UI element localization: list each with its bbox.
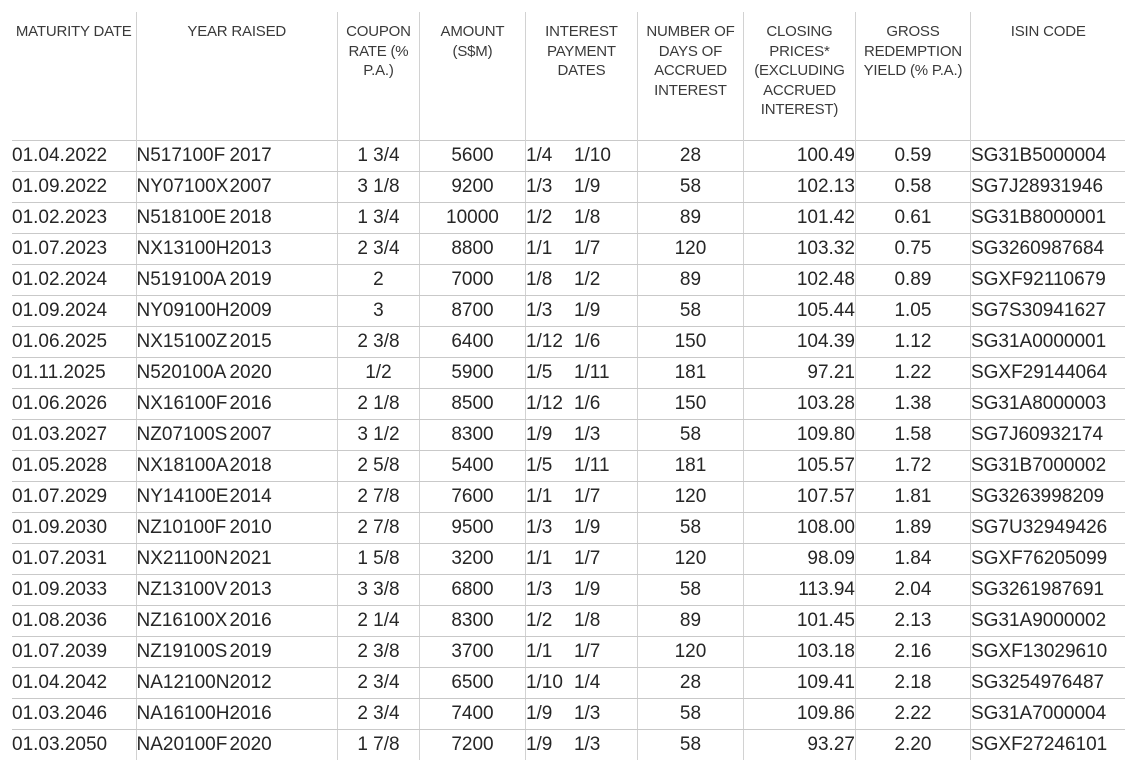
year-raised-cell: 2016 — [229, 606, 337, 637]
table-row — [12, 172, 1125, 203]
isin-code-cell: SG3260987684 — [970, 234, 1125, 265]
amount-cell: 9200 — [419, 172, 525, 203]
interest-payment-dates-cell — [525, 575, 637, 606]
maturity-date-cell: 01.08.2036 — [12, 606, 136, 637]
payment-date-second: 1/6 — [573, 393, 601, 414]
closing-price-cell: 105.44 — [743, 296, 855, 327]
amount-cell: 8500 — [419, 389, 525, 420]
amount-cell: 6400 — [419, 327, 525, 358]
maturity-date-cell: 01.02.2023 — [12, 203, 136, 234]
closing-price-cell: 109.86 — [743, 699, 855, 730]
payment-date-first: 1/2 — [525, 207, 553, 228]
isin-code-cell: SG7J60932174 — [970, 420, 1125, 451]
coupon-rate-cell: 2 1/8 — [337, 389, 419, 420]
payment-date-second: 1/4 — [573, 672, 601, 693]
bond-code-cell: NX21100N — [136, 544, 229, 575]
interest-payment-dates-cell — [525, 389, 637, 420]
payment-date-first: 1/1 — [525, 641, 553, 662]
payment-date-first: 1/10 — [525, 672, 563, 693]
gross-yield-cell: 2.16 — [855, 637, 970, 668]
amount-cell: 3200 — [419, 544, 525, 575]
accrued-days-cell: 150 — [637, 327, 743, 358]
gross-yield-cell: 1.05 — [855, 296, 970, 327]
amount-cell: 9500 — [419, 513, 525, 544]
table-row — [12, 637, 1125, 668]
payment-date-second: 1/9 — [573, 517, 601, 538]
accrued-days-cell: 58 — [637, 296, 743, 327]
maturity-date-cell: 01.07.2023 — [12, 234, 136, 265]
maturity-date-cell: 01.04.2022 — [12, 141, 136, 172]
amount-cell: 8700 — [419, 296, 525, 327]
payment-date-first: 1/4 — [525, 145, 553, 166]
header-isin-code: ISIN CODE — [1010, 23, 1086, 40]
closing-price-cell: 93.27 — [743, 730, 855, 760]
coupon-rate-cell: 3 3/8 — [337, 575, 419, 606]
year-raised-cell: 2009 — [229, 296, 337, 327]
accrued-days-cell: 58 — [637, 699, 743, 730]
closing-price-cell: 101.42 — [743, 203, 855, 234]
year-raised-cell: 2018 — [229, 451, 337, 482]
interest-payment-dates-cell — [525, 358, 637, 389]
bond-code-cell: NX16100F — [136, 389, 229, 420]
coupon-rate-cell: 2 3/8 — [337, 327, 419, 358]
coupon-rate-cell: 1 5/8 — [337, 544, 419, 575]
year-raised-cell: 2021 — [229, 544, 337, 575]
maturity-date-cell: 01.07.2039 — [12, 637, 136, 668]
accrued-days-cell: 28 — [637, 141, 743, 172]
year-raised-cell: 2013 — [229, 234, 337, 265]
bond-code-cell: NY14100E — [136, 482, 229, 513]
gross-yield-cell: 1.38 — [855, 389, 970, 420]
gross-yield-cell: 1.12 — [855, 327, 970, 358]
interest-payment-dates-cell — [525, 141, 637, 172]
payment-date-first: 1/5 — [525, 362, 553, 383]
isin-code-cell: SG31B7000002 — [970, 451, 1125, 482]
year-raised-cell: 2015 — [229, 327, 337, 358]
year-raised-cell: 2010 — [229, 513, 337, 544]
amount-cell: 8300 — [419, 420, 525, 451]
coupon-rate-cell: 1 7/8 — [337, 730, 419, 760]
accrued-days-cell: 120 — [637, 637, 743, 668]
interest-payment-dates-cell — [525, 730, 637, 760]
table-row — [12, 296, 1125, 327]
payment-date-second: 1/7 — [573, 641, 601, 662]
maturity-date-cell: 01.06.2025 — [12, 327, 136, 358]
interest-payment-dates-cell — [525, 296, 637, 327]
amount-cell: 5900 — [419, 358, 525, 389]
interest-payment-dates-cell — [525, 699, 637, 730]
payment-date-first: 1/1 — [525, 548, 553, 569]
gross-yield-cell: 0.59 — [855, 141, 970, 172]
year-raised-cell: 2016 — [229, 389, 337, 420]
bond-code-cell: N520100A — [136, 358, 229, 389]
payment-date-second: 1/9 — [573, 579, 601, 600]
interest-payment-dates-cell — [525, 265, 637, 296]
payment-date-first: 1/5 — [525, 455, 553, 476]
coupon-rate-cell: 2 1/4 — [337, 606, 419, 637]
amount-cell: 7200 — [419, 730, 525, 760]
payment-date-first: 1/3 — [525, 579, 553, 600]
gross-yield-cell: 0.89 — [855, 265, 970, 296]
bond-code-cell: NZ13100V — [136, 575, 229, 606]
year-raised-cell: 2012 — [229, 668, 337, 699]
table-row — [12, 606, 1125, 637]
payment-date-second: 1/2 — [573, 269, 601, 290]
interest-payment-dates-cell — [525, 451, 637, 482]
table-row — [12, 513, 1125, 544]
bond-code-cell: NX18100A — [136, 451, 229, 482]
accrued-days-cell: 58 — [637, 513, 743, 544]
isin-code-cell: SG31A9000002 — [970, 606, 1125, 637]
accrued-days-cell: 28 — [637, 668, 743, 699]
header-coupon-rate: COUPON RATE (% P.A.) — [337, 12, 419, 141]
isin-code-cell: SG31B8000001 — [970, 203, 1125, 234]
accrued-days-cell: 181 — [637, 451, 743, 482]
interest-payment-dates-cell — [525, 668, 637, 699]
interest-payment-dates-cell — [525, 637, 637, 668]
bond-code-cell: NZ10100F — [136, 513, 229, 544]
closing-price-cell: 98.09 — [743, 544, 855, 575]
isin-code-cell: SG7S30941627 — [970, 296, 1125, 327]
closing-price-cell: 107.57 — [743, 482, 855, 513]
coupon-rate-cell: 3 — [337, 296, 419, 327]
payment-date-second: 1/7 — [573, 486, 601, 507]
header-closing-prices: CLOSING PRICES* (EXCLUDING ACCRUED INTEREST) — [743, 12, 855, 141]
maturity-date-cell: 01.09.2030 — [12, 513, 136, 544]
closing-price-cell: 109.41 — [743, 668, 855, 699]
bond-code-cell: NA12100N — [136, 668, 229, 699]
closing-price-cell: 103.32 — [743, 234, 855, 265]
amount-cell: 10000 — [419, 203, 525, 234]
year-raised-cell: 2020 — [229, 358, 337, 389]
closing-price-cell: 104.39 — [743, 327, 855, 358]
gross-yield-cell: 0.58 — [855, 172, 970, 203]
payment-date-second: 1/10 — [573, 145, 611, 166]
payment-date-first: 1/3 — [525, 517, 553, 538]
payment-date-first: 1/9 — [525, 703, 553, 724]
bond-code-cell: N519100A — [136, 265, 229, 296]
year-raised-cell: 2014 — [229, 482, 337, 513]
table-row — [12, 358, 1125, 389]
bond-code-cell: N517100F — [136, 141, 229, 172]
payment-date-first: 1/12 — [525, 393, 563, 414]
gross-yield-cell: 2.22 — [855, 699, 970, 730]
bond-code-cell: NY07100X — [136, 172, 229, 203]
year-raised-cell: 2013 — [229, 575, 337, 606]
accrued-days-cell: 58 — [637, 420, 743, 451]
coupon-rate-cell: 1/2 — [337, 358, 419, 389]
interest-payment-dates-cell — [525, 172, 637, 203]
coupon-rate-cell: 2 7/8 — [337, 482, 419, 513]
payment-date-first: 1/8 — [525, 269, 553, 290]
closing-price-cell: 102.48 — [743, 265, 855, 296]
interest-payment-dates-cell — [525, 606, 637, 637]
year-raised-cell: 2016 — [229, 699, 337, 730]
amount-cell: 8800 — [419, 234, 525, 265]
payment-date-first: 1/1 — [525, 486, 553, 507]
isin-code-cell: SGXF92110679 — [970, 265, 1125, 296]
year-raised-cell: 2007 — [229, 172, 337, 203]
maturity-date-cell: 01.05.2028 — [12, 451, 136, 482]
payment-date-first: 1/2 — [525, 610, 553, 631]
maturity-date-cell: 01.09.2022 — [12, 172, 136, 203]
maturity-date-cell: 01.03.2027 — [12, 420, 136, 451]
payment-date-second: 1/9 — [573, 300, 601, 321]
payment-date-second: 1/7 — [573, 548, 601, 569]
payment-date-first: 1/3 — [525, 176, 553, 197]
isin-code-cell: SG3263998209 — [970, 482, 1125, 513]
closing-price-cell: 113.94 — [743, 575, 855, 606]
closing-price-cell: 108.00 — [743, 513, 855, 544]
header-year-raised: YEAR RAISED — [136, 12, 337, 141]
isin-code-cell: SGXF27246101 — [970, 730, 1125, 760]
closing-price-cell: 109.80 — [743, 420, 855, 451]
maturity-date-cell: 01.07.2031 — [12, 544, 136, 575]
accrued-days-cell: 120 — [637, 544, 743, 575]
payment-date-second: 1/7 — [573, 238, 601, 259]
payment-date-second: 1/3 — [573, 424, 601, 445]
payment-date-second: 1/9 — [573, 176, 601, 197]
year-raised-cell: 2017 — [229, 141, 337, 172]
header-gross-yield: GROSS REDEMPTION YIELD (% P.A.) — [855, 12, 970, 141]
payment-date-second: 1/6 — [573, 331, 601, 352]
maturity-date-cell: 01.09.2024 — [12, 296, 136, 327]
sgs-bond-table — [12, 12, 1125, 760]
accrued-days-cell: 58 — [637, 172, 743, 203]
payment-date-second: 1/3 — [573, 734, 601, 755]
year-raised-cell: 2019 — [229, 265, 337, 296]
isin-code-cell: SG7U32949426 — [970, 513, 1125, 544]
interest-payment-dates-cell — [525, 420, 637, 451]
accrued-days-cell: 58 — [637, 575, 743, 606]
accrued-days-cell: 89 — [637, 265, 743, 296]
amount-cell: 7600 — [419, 482, 525, 513]
header-accrued-days: NUMBER OF DAYS OF ACCRUED INTEREST — [637, 12, 743, 141]
accrued-days-cell: 89 — [637, 606, 743, 637]
coupon-rate-cell: 2 5/8 — [337, 451, 419, 482]
bond-code-cell: NZ16100X — [136, 606, 229, 637]
maturity-date-cell: 01.04.2042 — [12, 668, 136, 699]
table-row — [12, 668, 1125, 699]
header-amount: AMOUNT (S$M) — [419, 12, 525, 141]
payment-date-first: 1/9 — [525, 734, 553, 755]
payment-date-first: 1/3 — [525, 300, 553, 321]
closing-price-cell: 105.57 — [743, 451, 855, 482]
coupon-rate-cell: 3 1/8 — [337, 172, 419, 203]
gross-yield-cell: 1.89 — [855, 513, 970, 544]
closing-price-cell: 103.18 — [743, 637, 855, 668]
amount-cell: 6500 — [419, 668, 525, 699]
accrued-days-cell: 120 — [637, 234, 743, 265]
accrued-days-cell: 150 — [637, 389, 743, 420]
header-interest-payment-dates: INTEREST PAYMENT DATES — [525, 12, 637, 141]
accrued-days-cell: 58 — [637, 730, 743, 760]
maturity-date-cell: 01.07.2029 — [12, 482, 136, 513]
isin-code-cell: SGXF76205099 — [970, 544, 1125, 575]
interest-payment-dates-cell — [525, 544, 637, 575]
isin-code-cell: SG31A7000004 — [970, 699, 1125, 730]
coupon-rate-cell: 2 3/8 — [337, 637, 419, 668]
coupon-rate-cell: 2 3/4 — [337, 699, 419, 730]
bond-code-cell: NA20100F — [136, 730, 229, 760]
amount-cell: 8300 — [419, 606, 525, 637]
isin-code-cell: SGXF13029610 — [970, 637, 1125, 668]
bond-code-cell: NX15100Z — [136, 327, 229, 358]
table-row — [12, 389, 1125, 420]
gross-yield-cell: 2.04 — [855, 575, 970, 606]
isin-code-cell: SG3254976487 — [970, 668, 1125, 699]
year-raised-cell: 2020 — [229, 730, 337, 760]
gross-yield-cell: 2.13 — [855, 606, 970, 637]
table-row — [12, 203, 1125, 234]
table-row — [12, 141, 1125, 172]
year-raised-cell: 2019 — [229, 637, 337, 668]
closing-price-cell: 103.28 — [743, 389, 855, 420]
maturity-date-cell: 01.11.2025 — [12, 358, 136, 389]
interest-payment-dates-cell — [525, 203, 637, 234]
payment-date-first: 1/1 — [525, 238, 553, 259]
accrued-days-cell: 89 — [637, 203, 743, 234]
year-raised-cell: 2007 — [229, 420, 337, 451]
payment-date-first: 1/9 — [525, 424, 553, 445]
isin-code-cell: SG3261987691 — [970, 575, 1125, 606]
bond-code-cell: N518100E — [136, 203, 229, 234]
maturity-date-cell: 01.09.2033 — [12, 575, 136, 606]
table-row — [12, 265, 1125, 296]
table-row — [12, 482, 1125, 513]
gross-yield-cell: 0.75 — [855, 234, 970, 265]
coupon-rate-cell: 2 — [337, 265, 419, 296]
accrued-days-cell: 181 — [637, 358, 743, 389]
isin-code-cell: SG31B5000004 — [970, 141, 1125, 172]
gross-yield-cell: 2.20 — [855, 730, 970, 760]
payment-date-second: 1/11 — [573, 455, 610, 476]
table-row — [12, 544, 1125, 575]
coupon-rate-cell: 2 3/4 — [337, 234, 419, 265]
closing-price-cell: 102.13 — [743, 172, 855, 203]
table-row — [12, 234, 1125, 265]
gross-yield-cell: 1.81 — [855, 482, 970, 513]
table-row — [12, 451, 1125, 482]
bond-code-cell: NX13100H — [136, 234, 229, 265]
table-row — [12, 575, 1125, 606]
payment-date-second: 1/8 — [573, 207, 601, 228]
table-body — [12, 141, 1125, 760]
payment-date-second: 1/3 — [573, 703, 601, 724]
closing-price-cell: 100.49 — [743, 141, 855, 172]
isin-code-cell: SG7J28931946 — [970, 172, 1125, 203]
year-raised-cell: 2018 — [229, 203, 337, 234]
maturity-date-cell: 01.06.2026 — [12, 389, 136, 420]
maturity-date-cell: 01.02.2024 — [12, 265, 136, 296]
coupon-rate-cell: 1 3/4 — [337, 203, 419, 234]
amount-cell: 5400 — [419, 451, 525, 482]
interest-payment-dates-cell — [525, 327, 637, 358]
table-header — [12, 12, 1125, 141]
accrued-days-cell: 120 — [637, 482, 743, 513]
gross-yield-cell: 0.61 — [855, 203, 970, 234]
header-maturity-date: MATURITY DATE — [12, 12, 136, 141]
isin-code-cell: SG31A0000001 — [970, 327, 1125, 358]
table-row — [12, 420, 1125, 451]
payment-date-first: 1/12 — [525, 331, 563, 352]
payment-date-second: 1/8 — [573, 610, 601, 631]
bond-code-cell: NZ07100S — [136, 420, 229, 451]
payment-date-second: 1/11 — [573, 362, 610, 383]
interest-payment-dates-cell — [525, 513, 637, 544]
coupon-rate-cell: 2 7/8 — [337, 513, 419, 544]
coupon-rate-cell: 3 1/2 — [337, 420, 419, 451]
closing-price-cell: 101.45 — [743, 606, 855, 637]
bond-code-cell: NA16100H — [136, 699, 229, 730]
maturity-date-cell: 01.03.2050 — [12, 730, 136, 760]
interest-payment-dates-cell — [525, 482, 637, 513]
gross-yield-cell: 1.84 — [855, 544, 970, 575]
bond-code-cell: NY09100H — [136, 296, 229, 327]
amount-cell: 7000 — [419, 265, 525, 296]
amount-cell: 6800 — [419, 575, 525, 606]
table-row — [12, 730, 1125, 760]
amount-cell: 5600 — [419, 141, 525, 172]
gross-yield-cell: 2.18 — [855, 668, 970, 699]
isin-code-cell: SGXF29144064 — [970, 358, 1125, 389]
isin-code-cell: SG31A8000003 — [970, 389, 1125, 420]
amount-cell: 3700 — [419, 637, 525, 668]
gross-yield-cell: 1.58 — [855, 420, 970, 451]
coupon-rate-cell: 2 3/4 — [337, 668, 419, 699]
table-row — [12, 327, 1125, 358]
gross-yield-cell: 1.72 — [855, 451, 970, 482]
interest-payment-dates-cell — [525, 234, 637, 265]
coupon-rate-cell: 1 3/4 — [337, 141, 419, 172]
gross-yield-cell: 1.22 — [855, 358, 970, 389]
bond-code-cell: NZ19100S — [136, 637, 229, 668]
maturity-date-cell: 01.03.2046 — [12, 699, 136, 730]
amount-cell: 7400 — [419, 699, 525, 730]
table-row — [12, 699, 1125, 730]
closing-price-cell: 97.21 — [743, 358, 855, 389]
